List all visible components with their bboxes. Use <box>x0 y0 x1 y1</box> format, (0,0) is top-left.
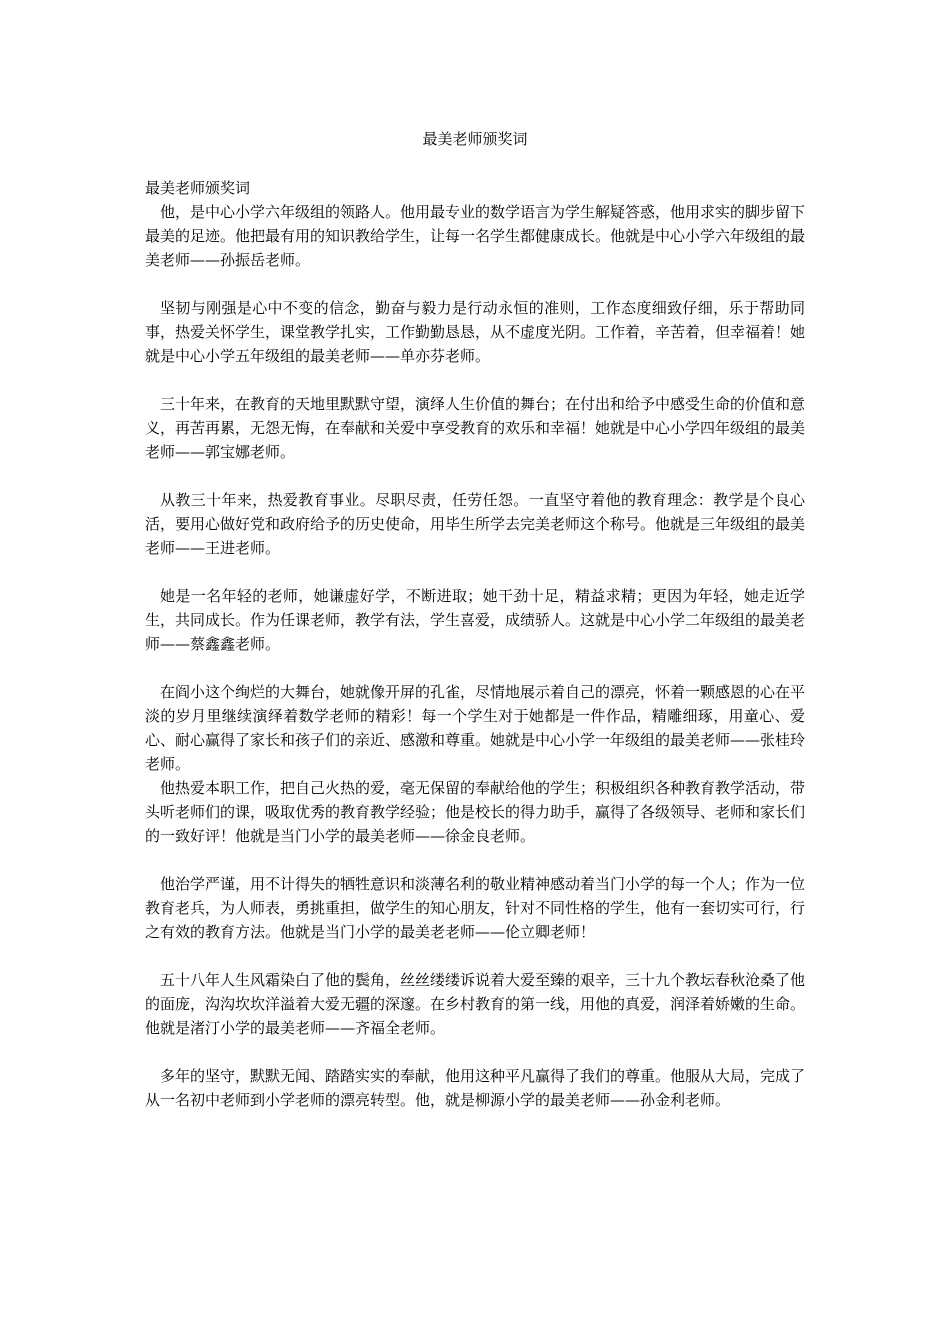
paragraph: 从教三十年来，热爱教育事业。尽职尽责，任劳任怨。一直坚守着他的教育理念：教学是个良心活，要用心做好党和政府给予的历史使命，用毕生所学去完美老师这个称号。他就是三年级组的最美老师——王进老师。 <box>145 491 806 557</box>
paragraph: 三十年来，在教育的天地里默默守望，演绎人生价值的舞台；在付出和给予中感受生命的价值和意义，再苦再累，无怨无悔，在奉献和关爱中享受教育的欢乐和幸福！她就是中心小学四年级组的最美老师——郭宝娜老师。 <box>145 395 806 461</box>
paragraph: 多年的坚守，默默无闻、踏踏实实的奉献，他用这种平凡赢得了我们的尊重。他服从大局，完成了从一名初中老师到小学老师的漂亮转型。他，就是柳源小学的最美老师——孙金利老师。 <box>145 1067 806 1109</box>
paragraph: 在阎小这个绚烂的大舞台，她就像开屏的孔雀，尽情地展示着自己的漂亮，怀着一颗感恩的心在平淡的岁月里继续演绎着数学老师的精彩！每一个学生对于她都是一件作品，精雕细琢，用童心、爱心、耐心赢得了家长和孩子们的亲近、感激和尊重。她就是中心小学一年级组的最美老师——张桂玲老师。 <box>145 683 806 773</box>
paragraph: 坚韧与刚强是心中不变的信念，勤奋与毅力是行动永恒的准则，工作态度细致仔细，乐于帮助同事，热爱关怀学生，课堂教学扎实，工作勤勤恳恳，从不虚度光阴。工作着，辛苦着，但幸福着！她就是中心小学五年级组的最美老师——单亦芬老师。 <box>145 299 806 365</box>
paragraph: 五十八年人生风霜染白了他的鬓角，丝丝缕缕诉说着大爱至臻的艰辛，三十九个教坛春秋沧桑了他的面庞，沟沟坎坎洋溢着大爱无疆的深邃。在乡村教育的第一线，用他的真爱，润泽着娇嫩的生命。他就是渚汀小学的最美老师——齐福全老师。 <box>145 971 806 1037</box>
paragraph: 他，是中心小学六年级组的领路人。他用最专业的数学语言为学生解疑答惑，他用求实的脚步留下最美的足迹。他把最有用的知识教给学生，让每一名学生都健康成长。他就是中心小学六年级组的最美老师——孙振岳老师。 <box>145 203 806 269</box>
paragraph: 她是一名年轻的老师，她谦虚好学，不断进取；她干劲十足，精益求精；更因为年轻，她走近学生，共同成长。作为任课老师，教学有法，学生喜爱，成绩骄人。这就是中心小学二年级组的最美老师——蔡鑫鑫老师。 <box>145 587 806 653</box>
paragraph: 他治学严谨，用不计得失的牺牲意识和淡薄名利的敬业精神感动着当门小学的每一个人；作为一位教育老兵，为人师表，勇挑重担，做学生的知心朋友，针对不同性格的学生，他有一套切实可行，行之有效的教育方法。他就是当门小学的最美老老师——伦立卿老师！ <box>145 875 806 941</box>
paragraph: 他热爱本职工作，把自己火热的爱，毫无保留的奉献给他的学生；积极组织各种教育教学活动，带头听老师们的课，吸取优秀的教育教学经验；他是校长的得力助手，赢得了各级领导、老师和家长们的一致好评！他就是当门小学的最美老师——徐金良老师。 <box>145 779 806 845</box>
document-title: 最美老师颁奖词 <box>422 130 528 148</box>
document-body <box>145 176 805 1112</box>
document-subtitle: 最美老师颁奖词 <box>145 179 251 197</box>
